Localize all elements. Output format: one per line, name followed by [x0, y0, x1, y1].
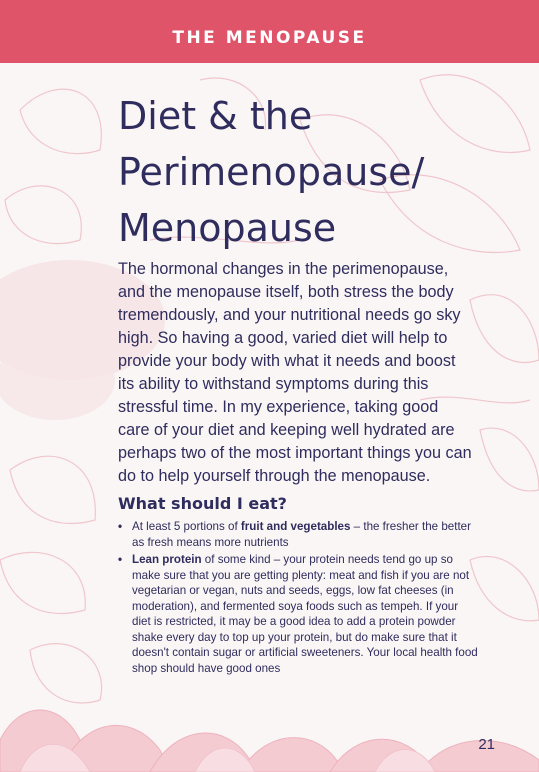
bullet-lead-text: At least 5 portions of	[132, 520, 241, 533]
intro-line: its ability to withstand symptoms during this	[118, 375, 429, 393]
intro-line: care of your diet and keeping well hydrated are	[118, 421, 455, 439]
intro-line: perhaps two of the most important things you can	[118, 444, 472, 462]
bullet-bold-text: fruit and vegetables	[240, 520, 351, 533]
bullet-bold-text: Lean protein	[132, 553, 202, 566]
bullet-marker: •	[118, 520, 123, 533]
bullet-text-line: diet is restricted, it may be a good idea to add a protein powder	[132, 615, 456, 628]
intro-line: The hormonal changes in the perimenopause,	[118, 260, 449, 278]
intro-line: high. So having a good, varied diet will help to	[118, 329, 448, 347]
page-title	[118, 88, 518, 256]
bullet-text-line: of some kind – your protein needs tend go up so	[201, 553, 453, 566]
intro-line: do to help yourself through the menopause.	[118, 467, 431, 485]
header-banner	[0, 0, 539, 63]
bullet-text-line: shake every day to top up your protein, but do make sure that it	[132, 630, 457, 644]
bullet-text-line: shop should have good ones	[132, 661, 281, 675]
page-title-line: Perimenopause/	[118, 150, 425, 194]
bullet-text-line: vegetarian or vegan, nuts and seeds, eggs, low fat cheeses (in	[132, 584, 454, 597]
bullet-marker: •	[118, 553, 123, 566]
bullet-text-line: as fresh means more nutrients	[132, 535, 289, 549]
list-item-fruit-vegetables	[118, 519, 488, 550]
bullet-text-line: moderation), and fermented soya foods such as tempeh. If your	[132, 599, 459, 613]
intro-line: tremendously, and your nutritional needs go sky	[118, 306, 461, 324]
bullet-text-line: doesn't contain sugar or artificial sweeteners. Your local health food	[132, 646, 478, 659]
intro-line: stressful time. In my experience, taking good	[118, 398, 439, 416]
intro-line: provide your body with what it needs and boost	[118, 352, 456, 370]
page-title-line: Diet & the	[118, 94, 313, 138]
intro-paragraph	[118, 258, 496, 488]
intro-line: and the menopause itself, both stress the body	[118, 283, 454, 301]
page-title-line: Menopause	[118, 206, 337, 250]
bullet-list	[118, 519, 488, 678]
page-number: 21	[478, 736, 495, 753]
list-item-lean-protein	[118, 552, 488, 676]
section-heading: What should I eat?	[118, 494, 287, 513]
bullet-text-line: – the fresher the better	[350, 520, 471, 533]
bullet-text-line: make sure that you are getting plenty: meat and fish if you are not	[132, 568, 470, 582]
section-title: THE MENOPAUSE	[172, 28, 367, 48]
